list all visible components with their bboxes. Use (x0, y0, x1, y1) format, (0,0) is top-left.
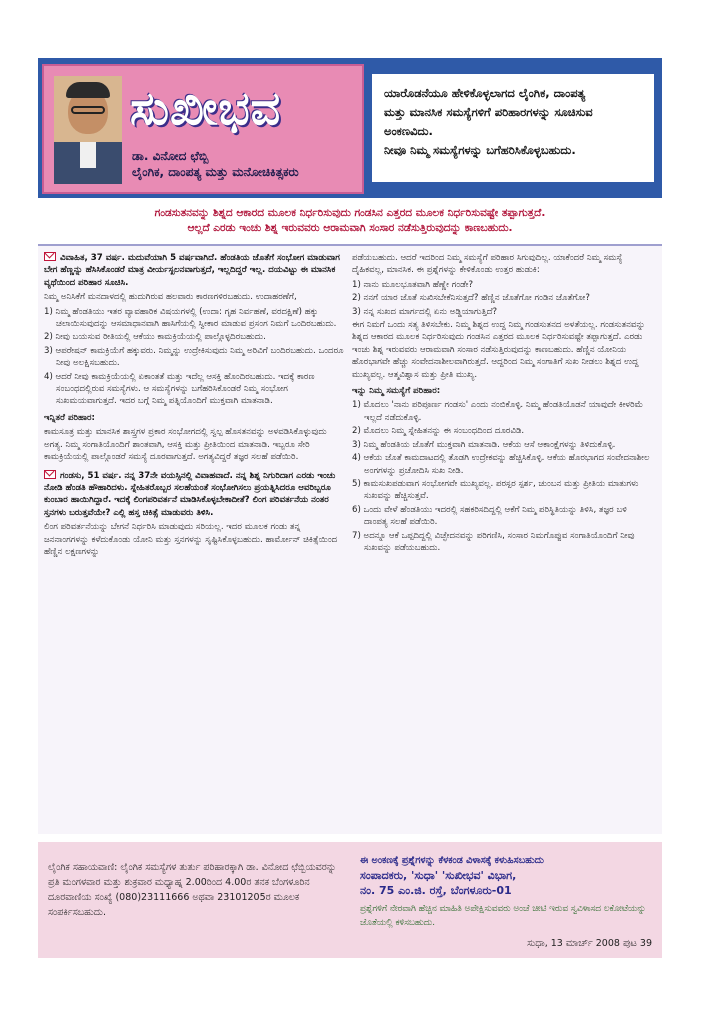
photo-collar (80, 142, 96, 168)
answer-2-item: 7) ಅದನ್ನೂ ಆಕೆ ಒಪ್ಪದಿದ್ದಲ್ಲಿ ವಿಚ್ಛೇದನವನ್ನು ಪರಿಗಣಿಸಿ, ಸಂಸಾರ ನಿಮಗೊಪ್ಪುವ ಸಂಗಾತಿಯೊಂದಿಗೆ ನೀವು ಸುಖವನ್ನು ಪಡೆಯಬಹುದು. (352, 530, 635, 553)
author-block (132, 148, 299, 180)
question-1 (44, 252, 344, 289)
answer-2-item: 1) ಮೊದಲು 'ನಾನು ಪರಿಪೂರ್ಣ ಗಂಡಸು' ಎಂದು ನಂಬಿಕೊಳ್ಳಿ. ನಿಮ್ಮ ಹೆಂಡತಿಯೊಡನೆ ಯಾವುದೇ ಕೀಳರಿಮೆ ಇಲ್ಲದೆ ನಡೆದುಕೊಳ್ಳಿ. (352, 400, 644, 423)
description-line-4: ನೀವೂ ನಿಮ್ಮ ಸಮಸ್ಯೆಗಳನ್ನು ಬಗೆಹರಿಸಿಕೊಳ್ಳಬಹುದು. (384, 143, 576, 157)
answer-2-item: 6) ಒಂದು ವೇಳೆ ಹೆಂಡತಿಯು ಇದರಲ್ಲಿ ಸಹಕರಿಸದಿದ್ದಲ್ಲಿ ಆಕೆಗೆ ನಿಮ್ಮ ಪರಿಸ್ಥಿತಿಯನ್ನು ತಿಳಿಸಿ, ತಜ್ಞರ ಬಳಿ ದಾಂಪತ್ಯ ಸಲಹೆ ಪಡೆಯಿರಿ. (352, 504, 627, 528)
answer-2-body: ಈಗ ನಿಮಗೆ ಒಂದು ಸತ್ಯ ತಿಳಿಸಬೇಕು. ನಿಮ್ಮ ಶಿಶ್ನದ ಉದ್ದ ನಿಮ್ಮ ಗಂಡಸುತನದ ಅಳತೆಯಲ್ಲ. ಗಂಡಸುತನವನ್ನು ಶಿಶ್ನದ ಆಕಾರದ ಮೂಲಕ ನಿರ್ಧರಿಸುವುದು ಗಂಡಸಿನ ಎತ್ತರದ ಮೂಲಕ ನಿರ್ಧರಿಸುವಷ್ಟೇ ತಪ್ಪಾಗುತ್ತದೆ. ಎರಡು ಇಂಚು ಶಿಶ್ನ ಇರುವವರು ಆರಾಮವಾಗಿ ಸಂಸಾರ ನಡೆಸುತ್ತಿರುವುದನ್ನು ಕಾಣಬಹುದು. ಹೆಣ್ಣಿನ ಯೋನಿಯ ಹೊರಭಾಗವೇ ಹೆಚ್ಚು ಸಂವೇದನಾಶೀಲವಾಗಿರುತ್ತದೆ. ಆದ್ದರಿಂದ ನಿಮ್ಮ ಸಂಗಾತಿಗೆ ಸುಖ ನೀಡಲು ಶಿಶ್ನದ ಉದ್ದ ಮುಖ್ಯವಲ್ಲ. ಆತ್ಮವಿಶ್ವಾಸ ಮತ್ತು ಪ್ರೀತಿ ಮುಖ್ಯ. (352, 320, 646, 380)
description-line-3: ಅಂಕಣವಿದು. (384, 124, 433, 138)
answer-1-item: 1) ನಿಮ್ಮ ಹೆಂಡತಿಯು ಇತರ ವ್ಯಾವಹಾರಿಕ ವಿಷಯಗಳಲ್ಲಿ (ಉದಾ: ಗೃಹ ನಿರ್ವಹಣೆ, ವರದಕ್ಷಿಣೆ) ಹಕ್ಕು ಚಲಾಯಿಸುವುದನ್ನು ಆಸಮಾಧಾನವಾಗಿ ಹಾಸಿಗೆಯಲ್ಲಿ ಸ್ವೀಕಾರ ಮಾಡುವ ಪ್ರಸಂಗ ನಿಮಗೆ ಒಂದಿರಬಹುದು. (44, 306, 337, 330)
right-column (352, 252, 652, 555)
column-title: ಸುಖೀಭವ (130, 81, 282, 135)
envelope-icon (44, 470, 56, 479)
column-header (38, 58, 662, 198)
answer-2-continued: ಪಡೆಯಬಹುದು. ಆದರೆ ಇದರಿಂದ ನಿಮ್ಮ ಸಮಸ್ಯೆಗೆ ಪರಿಹಾರ ಸಿಗುವುದಿಲ್ಲ. ಯಾಕೆಂದರೆ ನಿಮ್ಮ ಸಮಸ್ಯೆ ದೈಹಿಕವಲ್ಲ, ಮಾನಸಿಕ. ಈ ಪ್ರಶ್ನೆಗಳನ್ನು ಕೇಳಿಕೊಂಡು ಉತ್ತರ ಹುಡುಕಿ: (352, 253, 623, 276)
answer-1-intro: ನಿಮ್ಮ ಅನಿಸಿಕೆಗೆ ಮನದಾಳದಲ್ಲಿ ಹುದುಗಿರುವ ಹಲವಾರು ಕಾರಣಗಳಿರಬಹುದು. ಉದಾಹರಣೆಗೆ, (44, 292, 297, 303)
photo-hair (66, 82, 110, 98)
address-intro: ಈ ಅಂಕಣಕ್ಕೆ ಪ್ರಶ್ನೆಗಳನ್ನು ಕೆಳಕಂಡ ವಿಳಾಸಕ್ಕೆ ಕಳುಹಿಸಬಹುದು (360, 855, 544, 866)
address-note: ಪ್ರಶ್ನೆಗಳಿಗೆ ನೇರವಾಗಿ ಹೆಚ್ಚಿನ ಮಾಹಿತಿ ಅಪೇಕ್ಷಿಸುವವರು ಅಂಚೆ ಚೀಟಿ ಇರುವ ಸ್ವವಿಳಾಸದ ಲಕೋಟೆಯನ್ನು ಜೊತೆಯಲ್ಲಿ ಕಳಿಸಬಹುದು. (360, 904, 647, 928)
address-line-2: ನಂ. 75 ಎಂ.ಜಿ. ರಸ್ತೆ, ಬೆಂಗಳೂರು-01 (360, 884, 512, 897)
footer-box (38, 842, 662, 958)
question-2 (44, 470, 344, 520)
answer-2-item: 3) ನಿಮ್ಮ ಹೆಂಡತಿಯ ಜೊತೆಗೆ ಮುಕ್ತವಾಗಿ ಮಾತನಾಡಿ. ಆಕೆಯ ಆಸೆ ಆಕಾಂಕ್ಷೆಗಳನ್ನು ತಿಳಿದುಕೊಳ್ಳಿ. (352, 439, 616, 450)
answer-1-rest: ಕಾಮಸೂತ್ರ ಮತ್ತು ಮಾನಸಿಕ ಶಾಸ್ತ್ರಗಳ ಪ್ರಕಾರ ಸಂಭೋಗದಲ್ಲಿ ಸ್ವಲ್ಪ ಹೊಸತನವನ್ನು ಅಳವಡಿಸಿಕೊಳ್ಳುವುದು ಅಗತ್ಯ. ನಿಮ್ಮ ಸಂಗಾತಿಯೊಂದಿಗೆ ಶಾಂತವಾಗಿ, ಆಸಕ್ತಿ ಮತ್ತು ಪ್ರೀತಿಯಿಂದ ಮಾತನಾಡಿ. ಇಬ್ಬರೂ ಸೇರಿ ಕಾಮಕ್ರಿಯೆಯಲ್ಲಿ ಪಾಲ್ಗೊಂಡರೆ ಸಮಸ್ಯೆ ದೂರವಾಗುತ್ತದೆ. ಅಗತ್ಯವಿದ್ದರೆ ತಜ್ಞರ ಸಲಹೆ ಪಡೆಯಿರಿ. (44, 427, 327, 463)
answer-1-item: 2) ನೀವು ಬಯಸುವ ರೀತಿಯಲ್ಲಿ ಆಕೆಯು ಕಾಮಕ್ರಿಯೆಯಲ್ಲಿ ಪಾಲ್ಗೊಳ್ಳದಿರಬಹುದು. (44, 332, 266, 343)
answer-2-start: ಲಿಂಗ ಪರಿವರ್ತನೆಯನ್ನು ಬೇಗನೆ ನಿರ್ಧರಿಸಿ ಮಾಡುವುದು ಸರಿಯಲ್ಲ. ಇದರ ಮೂಲಕ ಗಂಡು ತನ್ನ ಜನನಾಂಗಗಳನ್ನು ಕಳೆದುಕೊಂಡು ಯೋನಿ ಮತ್ತು ಸ್ತನಗಳನ್ನು ಸೃಷ್ಟಿಸಿಕೊಳ್ಳಬಹುದು. ಹಾರ್ಮೋನ್ ಚಿಕಿತ್ಸೆಯಿಂದ ಹೆಣ್ಣಿನ ಲಕ್ಷಣಗಳನ್ನು (44, 522, 338, 557)
address-line-1: ಸಂಪಾದಕರು, 'ಸುಧಾ' 'ಸುಖೀಭವ' ವಿಭಾಗ, (360, 869, 517, 882)
pull-quote-line-1: ಗಂಡಸುತನವನ್ನು ಶಿಶ್ನದ ಆಕಾರದ ಮೂಲಕ ನಿರ್ಧರಿಸುವುದು ಗಂಡಸಿನ ಎತ್ತರದ ಮೂಲಕ ನಿರ್ಧರಿಸುವಷ್ಟೇ ತಪ್ಪಾಗುತ್ತದೆ. (154, 207, 546, 219)
pull-quote-line-2: ಆಲ್ಲದೆ ಎರಡು ಇಂಚು ಶಿಶ್ನ ಇರುವವರು ಆರಾಮವಾಗಿ ಸಂಸಾರ ನಡೆಸುತ್ತಿರುವುದನ್ನು ಕಾಣಬಹುದು. (187, 222, 513, 234)
answer-2-question: 1) ನಾನು ಮೂಲಭೂತವಾಗಿ ಹೆಣ್ಣೇ ಗಂಡೇ? (352, 279, 474, 290)
title-panel (42, 64, 364, 194)
answer-2-item: 5) ಕಾಮಸುಖಪಡುವಾಗ ಸಂಭೋಗವೇ ಮುಖ್ಯವಲ್ಲ. ಪರಸ್ಪರ ಸ್ಪರ್ಶ, ಚುಂಬನ ಮತ್ತು ಪ್ರೀತಿಯ ಮಾತುಗಳು ಸುಖವನ್ನು ಹೆಚ್ಚಿಸುತ್ತವೆ. (352, 478, 639, 502)
page-footer: ಸುಧಾ, 13 ಮಾರ್ಚ್ 2008 ಪುಟ 39 (527, 938, 652, 949)
answer-2-question: 2) ನನಗೆ ಯಾರ ಜೊತೆ ಸುಖಿಸಬೇಕೆನಿಸುತ್ತದೆ? ಹೆಣ್ಣಿನ ಜೊತೆಗೋ ಗಂಡಿನ ಜೊತೆಗೋ? (352, 293, 590, 304)
description-line-2: ಮತ್ತು ಮಾನಸಿಕ ಸಮಸ್ಯೆಗಳಿಗೆ ಪರಿಹಾರಗಳನ್ನು ಸೂಚಿಸುವ (384, 105, 593, 119)
address-block (360, 854, 656, 930)
description-line-1: ಯಾರೊಡನೆಯೂ ಹೇಳಿಕೊಳ್ಳಲಾಗದ ಲೈಂಗಿಕ, ದಾಂಪತ್ಯ (384, 86, 586, 100)
answer-2-item: 2) ಮೊದಲು ನಿಮ್ಮ ಸ್ನೇಹಿತನನ್ನು ಈ ಸಂಬಂಧದಿಂದ ದೂರವಿಡಿ. (352, 426, 525, 437)
pull-quote (38, 202, 662, 242)
helpline-note: ಲೈಂಗಿಕ ಸಹಾಯವಾಣಿ: ಲೈಂಗಿಕ ಸಮಸ್ಯೆಗಳ ತುರ್ತು ಪರಿಹಾರಕ್ಕಾಗಿ ಡಾ. ವಿನೋದ ಛೆಬ್ಬಿಯವರನ್ನು ಪ್ರತಿ ಮಂಗಳವಾರ ಮತ್ತು ಶುಕ್ರವಾರ ಮಧ್ಯಾಹ್ನ 2.00ರಿಂದ 4.00ರ ತನಕ ಬೆಂಗಳೂರಿನ ದೂರವಾಣಿಯ ಸಂಖ್ಯೆ (080)23111666 ಅಥವಾ 23101205ರ ಮೂಲಕ ಸಂಪರ್ಕಿಸಬಹುದು. (48, 862, 337, 918)
answer-1-item: 3) ಆಪರೇಷನ್ ಕಾಮಕ್ರಿಯೆಗೆ ಹಕ್ಕುವರು. ನಿಮ್ಮನ್ನು ಉದ್ರೇಕಿಸುವುದು ನಿಮ್ಮ ಅರಿವಿಗೆ ಬಂದಿರಬಹುದು. ಒಂದರೂ ನೀವು ಅಲಕ್ಷಿಸಬಹುದು. (44, 345, 344, 369)
magazine-page (38, 58, 662, 964)
answer-2-question: 3) ನನ್ನ ಸುಖದ ಮಾರ್ಗದಲ್ಲಿ ಏನು ಅಡ್ಡಿಯಾಗುತ್ತಿದೆ? (352, 306, 498, 317)
left-column (44, 252, 344, 560)
author-name: ಡಾ. ವಿನೋದ ಛೆಬ್ಬಿ (132, 149, 209, 163)
question-2-text: ಗಂಡಸು, 51 ವರ್ಷ. ನನ್ನ 37ನೇ ವಯಸ್ಸಿನಲ್ಲಿ ವಿವಾಹವಾದೆ. ನನ್ನ ಶಿಶ್ನ ನಿಗುರಿದಾಗ ಎರಡು ಇಂಚು ನೋಡಿ ಹೆಂಡತಿ ಹೌಹಾರಿದಳು. ಸ್ನೇಹಿತರೊಬ್ಬರ ಸಲಹೆಯಂತೆ ಸಂಭೋಗಿಸಲು ಪ್ರಯತ್ನಿಸಿದರೂ ಆವರಿಬ್ಬರೂ ಕುಂಬಾರ ಹಾಯಿಗಿದ್ದಾರೆ. ಇದಕ್ಕೆ ಲಿಂಗಪರಿವರ್ತನೆ ಮಾಡಿಸಿಕೊಳ್ಳಬೇಕಾದೀತೆ? ಲಿಂಗ ಪರಿವರ್ತನೆಯ ನಂತರ ಸ್ತನಗಳು ಬರುತ್ತವೆಯೇ? ಎಲ್ಲಿ ಹಸ್ತ ಚಿಕಿತ್ಸೆ ಮಾಡುವರು ತಿಳಿಸಿ. (44, 470, 336, 518)
envelope-icon (44, 252, 56, 261)
article-body (38, 244, 662, 834)
answer-2-subheading: ಇನ್ನು ನಿಮ್ಮ ಸಮಸ್ಯೆಗೆ ಪರಿಹಾರ: (352, 386, 441, 397)
question-1-text: ವಿವಾಹಿತ, 37 ವರ್ಷ. ಮದುವೆಯಾಗಿ 5 ವರ್ಷವಾಗಿದೆ. ಹೆಂಡತಿಯ ಜೊತೆಗೆ ಸಂಭೋಗ ಮಾಡುವಾಗ ಬೇಗ ಹೆಣ್ಣನ್ನು ಹೆಸಿಸಿಕೊಂಡರೆ ಮಾತ್ರ ವೀರ್ಯಸ್ಖಲನವಾಗುತ್ತದೆ, ಇಲ್ಲದಿದ್ದರೆ ಇಲ್ಲ. ದಯವಿಟ್ಟು ಈ ಮಾನಸಿಕ ವ್ಯಥೆಯಿಂದ ಪರಿಹಾರ ಸೂಚಿಸಿ. (44, 253, 340, 288)
column-description-box (372, 74, 654, 182)
answer-1-subheading: ಇನ್ನಿತರೆ ಪರಿಹಾರ: (44, 412, 95, 423)
photo-glasses (71, 106, 105, 114)
author-role: ಲೈಂಗಿಕ, ದಾಂಪತ್ಯ ಮತ್ತು ಮನೋಚಿಕಿತ್ಸಕರು (132, 165, 299, 179)
answer-2-item: 4) ಆಕೆಯ ಜೊತೆ ಕಾಮದಾಟದಲ್ಲಿ ತೊಡಗಿ ಉದ್ರೇಕವನ್ನು ಹೆಚ್ಚಿಸಿಕೊಳ್ಳಿ. ಆಕೆಯ ಹೊರಭಾಗದ ಸಂವೇದನಾಶೀಲ ಅಂಗಗಳನ್ನು ಪ್ರಚೋದಿಸಿ ಸುಖ ನೀಡಿ. (352, 453, 650, 476)
author-photo (54, 76, 122, 184)
answer-1-item: 4) ಆದರೆ ನೀವು ಕಾಮಕ್ರಿಯೆಯಲ್ಲಿ ಏಕಾಂತತೆ ಮತ್ತು ಇದೆಲ್ಲ ಆಸಕ್ತಿ ಹೊಂದಿರಬಹುದು. ಇದಕ್ಕೆ ಕಾರಣ ಸಂಬಂಧದಲ್ಲಿರುವ ಸಮಸ್ಯೆಗಳು. ಆ ಸಮಸ್ಯೆಗಳನ್ನು ಬಗೆಹರಿಸಿಕೊಂಡರೆ ನಿಮ್ಮ ಸಂಭೋಗ ಸುಖಮಯವಾಗುತ್ತದೆ. ಇದರ ಬಗ್ಗೆ ನಿಮ್ಮ ಪತ್ನಿಯೊಂದಿಗೆ ಮುಕ್ತವಾಗಿ ಮಾತನಾಡಿ. (44, 371, 315, 407)
